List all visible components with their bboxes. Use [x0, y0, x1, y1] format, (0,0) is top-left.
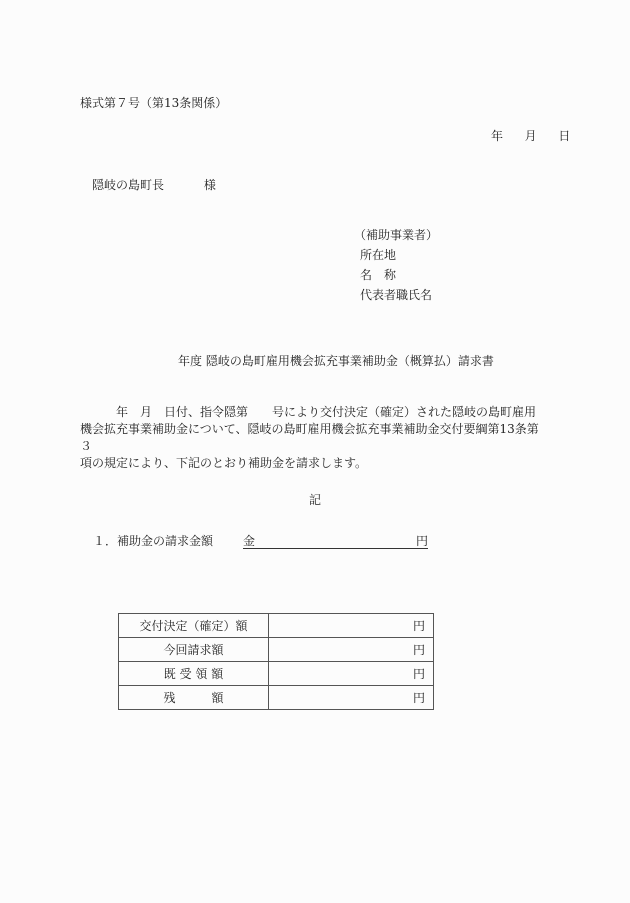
applicant-block [354, 227, 438, 307]
date-year: 年 [491, 129, 504, 143]
row-value-cell[interactable] [269, 638, 434, 662]
row-unit: 円 [412, 691, 425, 705]
row-value-cell[interactable] [269, 662, 434, 686]
body-line-2: 機会拡充事業補助金について、隠岐の島町雇用機会拡充事業補助金交付要綱第13条第３ [80, 422, 539, 453]
row-unit: 円 [412, 619, 425, 633]
body-line-3: 項の規定により、下記のとおり補助金を請求します。 [80, 456, 368, 470]
table-row [119, 686, 434, 710]
row-label: 交付決定（確定）額 [119, 614, 269, 638]
table-row [119, 638, 434, 662]
applicant-name-label: 名 称 [360, 268, 397, 282]
addressee-name: 隠岐の島町長 [92, 178, 165, 192]
applicant-heading: （補助事業者） [354, 228, 439, 242]
ki-heading: 記 [309, 493, 322, 507]
row-unit: 円 [412, 643, 425, 657]
addressee [92, 177, 216, 193]
date-line [491, 128, 570, 144]
body-line-1: 年 月 日付、指令隠第 号により交付決定（確定）された隠岐の島町雇用 [80, 405, 537, 419]
amount-suffix: 円 [415, 534, 428, 548]
amount-field[interactable] [243, 533, 428, 549]
row-value-cell[interactable] [269, 686, 434, 710]
row-label: 既 受 領 額 [119, 662, 269, 686]
date-month: 月 [524, 129, 537, 143]
form-number: 様式第７号（第13条関係） [80, 96, 228, 110]
row-label: 今回請求額 [119, 638, 269, 662]
row-value-cell[interactable] [269, 614, 434, 638]
row-unit: 円 [412, 667, 425, 681]
body-text [80, 404, 550, 472]
addressee-honorific: 様 [203, 178, 216, 192]
table-row [119, 662, 434, 686]
amount-row [93, 533, 428, 549]
summary-table [118, 613, 434, 710]
date-day: 日 [558, 129, 571, 143]
applicant-representative-label: 代表者職氏名 [360, 288, 433, 302]
amount-label: １．補助金の請求金額 [93, 534, 214, 548]
table-row [119, 614, 434, 638]
document-title: 年度 隠岐の島町雇用機会拡充事業補助金（概算払）請求書 [178, 354, 494, 368]
amount-prefix: 金 [243, 534, 256, 548]
applicant-address-label: 所在地 [360, 248, 397, 262]
row-label: 残 額 [119, 686, 269, 710]
